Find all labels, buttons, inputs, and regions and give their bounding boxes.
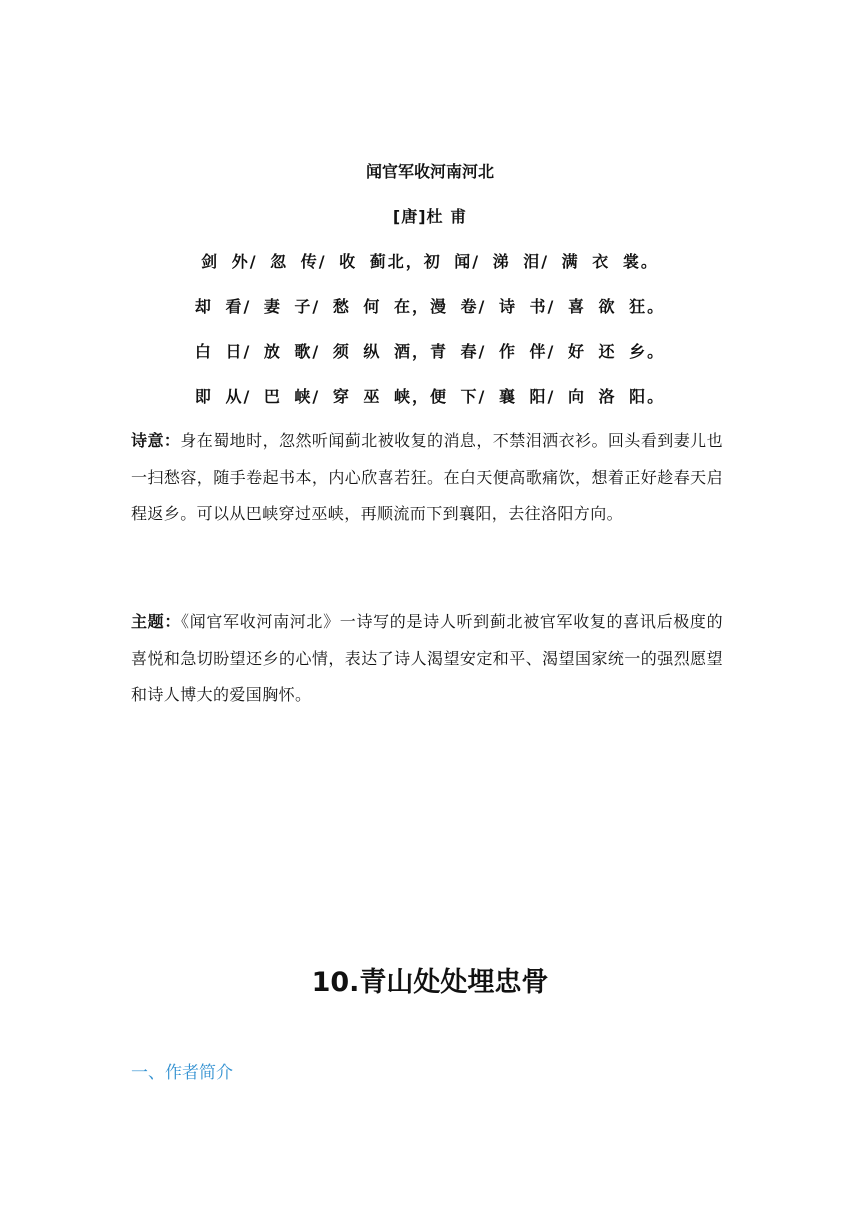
poem-meaning-paragraph	[131, 423, 723, 533]
meaning-label: 诗意：	[131, 431, 181, 450]
poem-line-2: 却 看/ 妻 子/ 愁 何 在，漫 卷/ 诗 书/ 喜 欲 狂。	[194, 297, 666, 316]
section-heading-author-intro: 一、作者简介	[131, 1063, 233, 1083]
poem-title: 闻官军收河南河北	[365, 162, 494, 181]
poem-line-3: 白 日/ 放 歌/ 须 纵 酒，青 春/ 作 伴/ 好 还 乡。	[194, 342, 666, 361]
poem-line-4: 即 从/ 巴 峡/ 穿 巫 峡，便 下/ 襄 阳/ 向 洛 阳。	[194, 387, 666, 406]
poem-author: [唐]杜 甫	[392, 207, 468, 226]
chapter-title: 10.青山处处埋忠骨	[311, 967, 549, 998]
theme-text: 《闻官军收河南河北》一诗写的是诗人听到蓟北被官军收复的喜讯后极度的喜悦和急切盼望还乡的心情，表达了诗人渴望安定和平、渴望国家统一的强烈愿望和诗人博大的爱国胸怀。	[131, 612, 724, 704]
theme-label: 主题：	[131, 612, 182, 631]
poem-line-1: 剑 外/ 忽 传/ 收 蓟北，初 闻/ 涕 泪/ 满 衣 裳。	[201, 252, 659, 271]
meaning-text: 身在蜀地时，忽然听闻蓟北被收复的消息，不禁泪洒衣衫。回头看到妻儿也一扫愁容，随手卷起书本，内心欣喜若狂。在白天便高歌痛饮，想着正好趁春天启程返乡。可以从巴峡穿过巫峡，再顺流而下到襄阳，去往洛阳方向。	[131, 431, 724, 523]
poem-theme-paragraph	[131, 604, 723, 714]
